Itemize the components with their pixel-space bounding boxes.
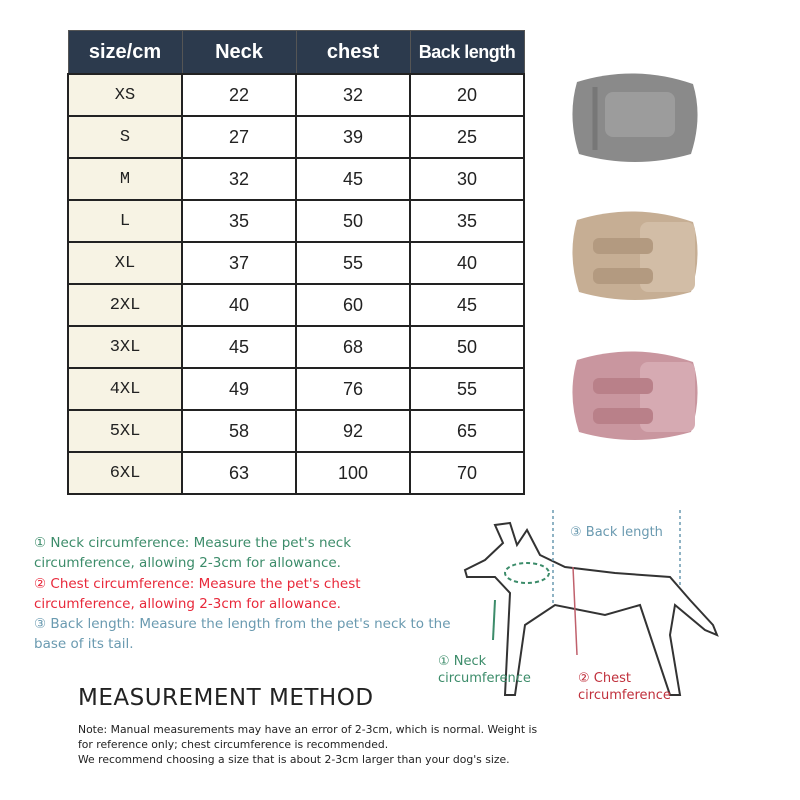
back-length-cell: 20: [410, 74, 524, 116]
note-line: We recommend choosing a size that is about 2-3cm larger than your dog's size.: [78, 753, 510, 766]
back-length-cell: 70: [410, 452, 524, 494]
table-row: [68, 74, 524, 116]
size-cell: 4XL: [68, 368, 182, 410]
product-image-pink: [565, 340, 705, 450]
size-cell: L: [68, 200, 182, 242]
size-cell: 3XL: [68, 326, 182, 368]
note-line: Note: Manual measurements may have an error of 2-3cm, which is normal. Weight is for reference only; chest circumference is recommended.: [78, 723, 538, 751]
neck-cell: 32: [182, 158, 296, 200]
size-cell: M: [68, 158, 182, 200]
chest-cell: 39: [296, 116, 410, 158]
diagram-label-neck: ① Neck circumference: [438, 654, 531, 686]
neck-cell: 37: [182, 242, 296, 284]
table-row: [68, 158, 524, 200]
table-row: [68, 326, 524, 368]
back-length-cell: 30: [410, 158, 524, 200]
table-row: [68, 116, 524, 158]
measurement-instructions: [34, 533, 454, 655]
chest-cell: 50: [296, 200, 410, 242]
size-cell: XS: [68, 74, 182, 116]
neck-cell: 49: [182, 368, 296, 410]
section-title: MEASUREMENT METHOD: [78, 685, 374, 711]
table-header: [68, 31, 524, 75]
neck-cell: 22: [182, 74, 296, 116]
size-cell: XL: [68, 242, 182, 284]
header-neck: Neck: [182, 31, 296, 75]
chest-cell: 60: [296, 284, 410, 326]
instruction-back: ③ Back length: Measure the length from the pet's neck to the base of its tail.: [34, 616, 451, 653]
table-row: [68, 242, 524, 284]
product-image-gray: [565, 62, 705, 172]
table-row: [68, 368, 524, 410]
table-row: [68, 452, 524, 494]
table-row: [68, 284, 524, 326]
chest-cell: 68: [296, 326, 410, 368]
diagram-label-back: ③ Back length: [570, 525, 663, 540]
instruction-neck: ① Neck circumference: Measure the pet's neck circumference, allowing 2-3cm for allowance.: [34, 535, 352, 572]
note: [78, 722, 538, 767]
table-row: [68, 410, 524, 452]
size-cell: S: [68, 116, 182, 158]
neck-cell: 63: [182, 452, 296, 494]
back-length-cell: 25: [410, 116, 524, 158]
neck-cell: 27: [182, 116, 296, 158]
chest-cell: 45: [296, 158, 410, 200]
chest-cell: 55: [296, 242, 410, 284]
back-length-cell: 40: [410, 242, 524, 284]
chest-cell: 76: [296, 368, 410, 410]
neck-cell: 40: [182, 284, 296, 326]
diagram-label-chest: ② Chest circumference: [578, 671, 671, 703]
neck-cell: 45: [182, 326, 296, 368]
back-length-cell: 55: [410, 368, 524, 410]
header-back-length: Back length: [410, 31, 524, 75]
size-cell: 6XL: [68, 452, 182, 494]
size-cell: 5XL: [68, 410, 182, 452]
back-length-cell: 45: [410, 284, 524, 326]
header-size: size/cm: [68, 31, 182, 75]
chest-cell: 100: [296, 452, 410, 494]
size-cell: 2XL: [68, 284, 182, 326]
back-length-cell: 65: [410, 410, 524, 452]
back-length-cell: 35: [410, 200, 524, 242]
header-chest: chest: [296, 31, 410, 75]
size-table: [67, 30, 525, 495]
table-row: [68, 200, 524, 242]
chest-cell: 32: [296, 74, 410, 116]
instruction-chest: ② Chest circumference: Measure the pet's chest circumference, allowing 2-3cm for allowance.: [34, 575, 361, 612]
neck-cell: 58: [182, 410, 296, 452]
back-length-cell: 50: [410, 326, 524, 368]
neck-cell: 35: [182, 200, 296, 242]
chest-cell: 92: [296, 410, 410, 452]
product-image-tan: [565, 200, 705, 310]
